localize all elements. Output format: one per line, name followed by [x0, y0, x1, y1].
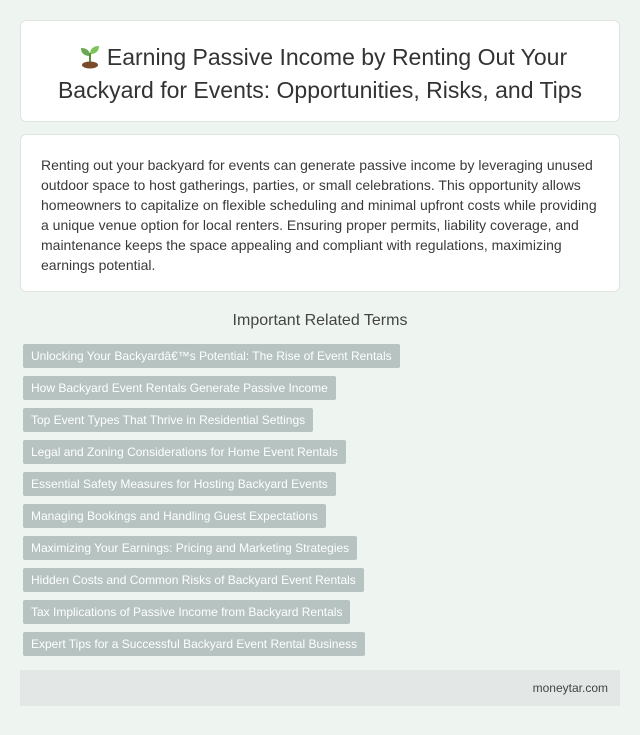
- related-term-link[interactable]: Managing Bookings and Handling Guest Expectations: [23, 504, 326, 528]
- related-terms-heading: Important Related Terms: [232, 312, 408, 329]
- page-title-text: Earning Passive Income by Renting Out Your Backyard for Events: Opportunities, Risks, and Tips: [57, 44, 583, 103]
- related-term-link[interactable]: Maximizing Your Earnings: Pricing and Marketing Strategies: [23, 536, 357, 560]
- related-term-link[interactable]: Expert Tips for a Successful Backyard Event Rental Business: [23, 632, 365, 656]
- title-card: [20, 20, 620, 122]
- intro-paragraph: Renting out your backyard for events can generate passive income by leveraging unused outdoor space to host gatherings, parties, or small celebrations. This opportunity allows homeowners to capitalize on flexible scheduling and minimal upfront costs while providing a unique venue option for local renters. Ensuring proper permits, liability coverage, and maintenance keeps the space appealing and compliant with regulations, maximizing earnings potential.: [41, 157, 597, 273]
- related-term-link[interactable]: Essential Safety Measures for Hosting Backyard Events: [23, 472, 336, 496]
- intro-card: [20, 134, 620, 292]
- related-term-link[interactable]: Legal and Zoning Considerations for Home Event Rentals: [23, 440, 346, 464]
- related-term-link[interactable]: Unlocking Your Backyardâ€™s Potential: The Rise of Event Rentals: [23, 344, 400, 368]
- page-title: [41, 43, 599, 105]
- related-terms-list: [23, 344, 400, 664]
- related-term-link[interactable]: Hidden Costs and Common Risks of Backyard Event Rentals: [23, 568, 364, 592]
- footer-site-name: moneytar.com: [532, 681, 608, 695]
- related-term-link[interactable]: How Backyard Event Rentals Generate Passive Income: [23, 376, 336, 400]
- footer-bar: [20, 670, 620, 706]
- related-term-link[interactable]: Tax Implications of Passive Income from Backyard Rentals: [23, 600, 350, 624]
- related-term-link[interactable]: Top Event Types That Thrive in Residential Settings: [23, 408, 313, 432]
- sprout-icon: [73, 43, 107, 76]
